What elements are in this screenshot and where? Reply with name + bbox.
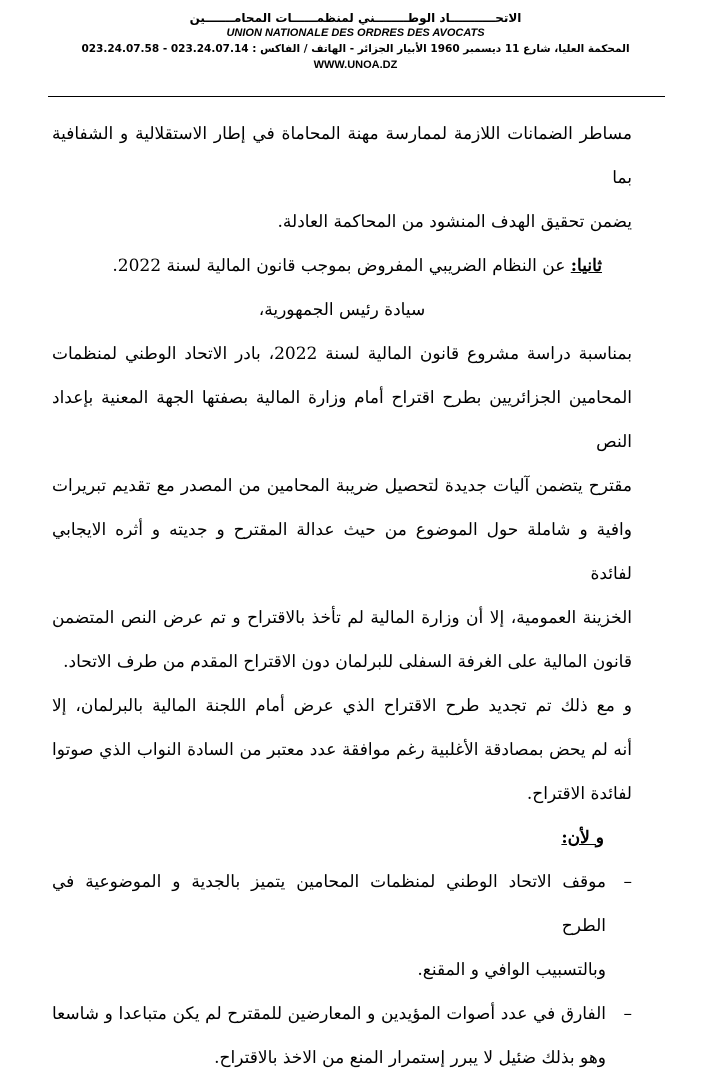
salutation: سيادة رئيس الجمهورية، xyxy=(258,300,426,320)
section-second-heading xyxy=(52,244,632,288)
text-line: الخزينة العمومية، إلا أن وزارة المالية لم تأخذ بالاقتراح و تم عرض النص المتضمن xyxy=(52,608,632,628)
text-line: وهو بذلك ضئيل لا يبرر إستمرار المنع من الاخذ بالاقتراح. xyxy=(214,1048,606,1068)
paragraph-parliament xyxy=(52,684,632,816)
list-item xyxy=(52,992,632,1080)
letter-body xyxy=(52,112,632,1080)
letterhead-website: WWW.UNOA.DZ xyxy=(313,59,398,71)
text-line: موقف الاتحاد الوطني لمنظمات المحامين يتميز بالجدية و الموضوعية في الطرح xyxy=(52,872,606,936)
text-line: وبالتسبيب الوافي و المقنع. xyxy=(417,960,606,980)
text-line: مقترح يتضمن آليات جديدة لتحصيل ضريبة المحامين من المصدر مع تقديم تبريرات xyxy=(52,476,632,496)
bullet-dash: – xyxy=(623,872,632,892)
letterhead-french-title: UNION NATIONALE DES ORDRES DES AVOCATS xyxy=(226,27,485,39)
text-line: بمناسبة دراسة مشروع قانون المالية لسنة 2022، بادر الاتحاد الوطني لمنظمات xyxy=(52,344,632,364)
text-line: مساطر الضمانات اللازمة لممارسة مهنة المحاماة في إطار الاستقلالية و الشفافية بما xyxy=(52,124,632,188)
paragraph-proposal xyxy=(52,332,632,684)
text-line: أنه لم يحض بمصادقة الأغلبية رغم موافقة عدد معتبر من السادة النواب الذي صوتوا xyxy=(52,740,632,760)
bullet-dash: – xyxy=(623,1004,632,1024)
letterhead-address: المحكمة العليا، شارع 11 ديسمبر 1960 الأبيار الجزائر - الهاتف / الفاكس : 023.24.07.14 - 023.24.07.58 xyxy=(81,43,630,55)
text-line: قانون المالية على الغرفة السفلى للبرلمان دون الاقتراح المقدم من طرف الاتحاد. xyxy=(63,652,632,672)
text-line: يضمن تحقيق الهدف المنشود من المحاكمة العادلة. xyxy=(277,212,632,232)
header-divider xyxy=(48,96,665,97)
text-line: الفارق في عدد أصوات المؤيدين و المعارضين للمقترح لم يكن متباعدا و شاسعا xyxy=(52,1004,606,1024)
text-line: لفائدة الاقتراح. xyxy=(526,784,632,804)
whereas-heading xyxy=(52,816,632,860)
section-second-text: عن النظام الضريبي المفروض بموجب قانون المالية لسنة 2022. xyxy=(112,256,571,276)
text-line: و مع ذلك تم تجديد طرح الاقتراح الذي عرض أمام اللجنة المالية بالبرلمان، إلا xyxy=(52,696,632,716)
whereas-label: و لأن: xyxy=(561,828,604,848)
text-line: وافية و شاملة حول الموضوع من حيث عدالة المقترح و جديته و أثره الايجابي لفائدة xyxy=(52,520,632,584)
text-line: المحامين الجزائريين بطرح اقتراح أمام وزارة المالية بصفتها الجهة المعنية بإعداد النص xyxy=(52,388,632,452)
section-second-label: ثانيا: xyxy=(570,256,602,276)
list-item xyxy=(52,860,632,992)
letterhead xyxy=(0,10,711,73)
letterhead-arabic-title: الاتحـــــــــــاد الوطــــــــني لمنظمــــــات المحامـــــــين xyxy=(189,11,522,25)
paragraph-guarantees xyxy=(52,112,632,244)
